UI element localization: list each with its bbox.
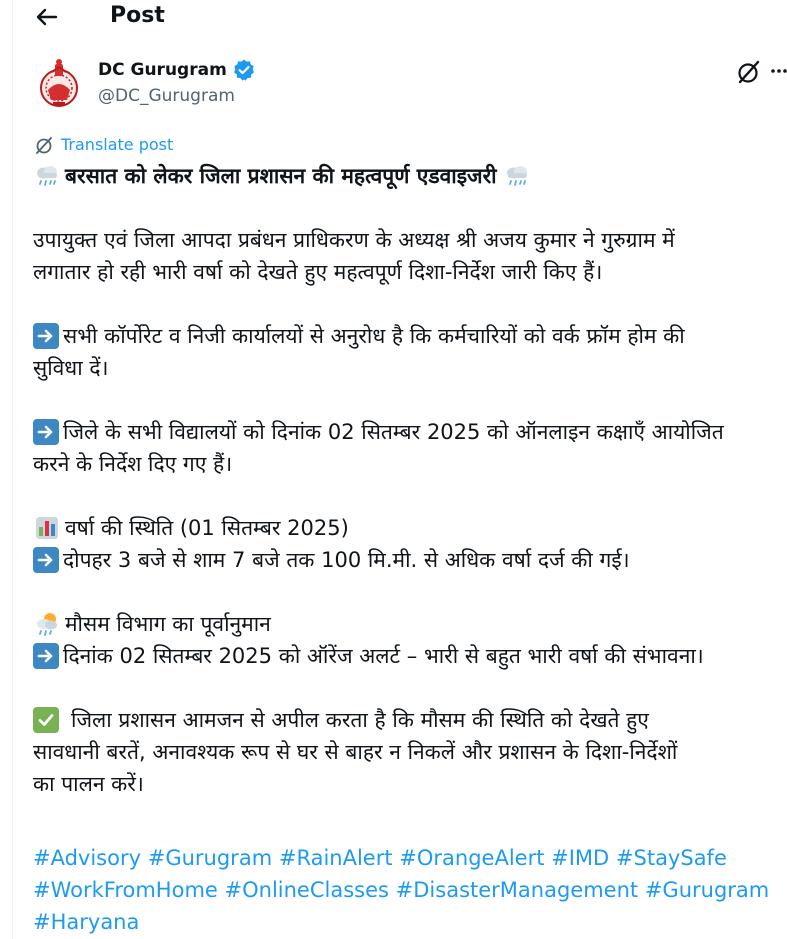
intro-line: उपायुक्त एवं जिला आपदा प्रबंधन प्राधिकरण के अध्यक्ष श्री अजय कुमार ने गुरुग्राम में (33, 228, 675, 252)
post-header (0, 0, 787, 36)
post-title-line (33, 160, 787, 192)
forecast-detail-text: दिनांक 02 सितम्बर 2025 को ऑरेंज अलर्ट – भारी से बहुत भारी वर्षा की संभावना। (63, 644, 704, 668)
more-dots-icon (770, 57, 787, 85)
translate-post-label[interactable]: Translate post (61, 135, 174, 154)
right-arrow-emoji (33, 419, 59, 445)
author-handle[interactable]: @DC_Gurugram (98, 86, 235, 106)
hashtag[interactable]: #WorkFromHome (33, 878, 218, 902)
forecast-heading-text: मौसम विभाग का पूर्वानुमान (65, 612, 271, 636)
sun-behind-rain-cloud-emoji (33, 610, 61, 638)
bar-chart-emoji (33, 514, 61, 542)
point-text: सभी कॉर्पोरेट व निजी कार्यालयों से अनुरोध है कि कर्मचारियों को वर्क फ्रॉम होम की (63, 324, 685, 348)
rain-cloud-emoji (503, 162, 531, 190)
hashtag[interactable]: #OrangeAlert (399, 846, 545, 870)
hashtag-line (33, 874, 787, 906)
appeal-line (33, 704, 787, 736)
page-title: Post (110, 3, 165, 28)
hashtag-line (33, 906, 787, 938)
verified-badge-icon[interactable] (232, 58, 256, 82)
haryana-emblem-logo (34, 56, 84, 110)
hashtags (33, 842, 787, 938)
avatar[interactable] (34, 56, 84, 110)
point-line (33, 320, 787, 352)
author-name-text[interactable]: DC Gurugram (98, 60, 227, 80)
post-text (33, 160, 787, 800)
translate-post-link[interactable] (34, 134, 173, 156)
appeal-line: का पालन करें। (33, 772, 144, 796)
back-button[interactable] (30, 2, 64, 32)
rain-status-heading (33, 512, 787, 544)
hashtag[interactable]: #IMD (551, 846, 610, 870)
rain-cloud-emoji (33, 162, 61, 190)
rain-status-detail (33, 544, 787, 576)
left-border (12, 0, 13, 939)
hashtag[interactable]: #Haryana (33, 910, 140, 934)
hashtag[interactable]: #OnlineClasses (224, 878, 389, 902)
right-arrow-emoji (33, 643, 59, 669)
point-line: करने के निर्देश दिए गए हैं। (33, 452, 233, 476)
forecast-detail (33, 640, 787, 672)
arrow-left-icon (30, 2, 64, 32)
point-line (33, 416, 787, 448)
hashtag-line (33, 842, 787, 874)
hashtag[interactable]: #RainAlert (278, 846, 393, 870)
forecast-heading (33, 608, 787, 640)
hashtag[interactable]: #DisasterManagement (395, 878, 639, 902)
appeal-line: सावधानी बरतें, अनावश्यक रूप से घर से बाहर न निकलें और प्रशासन के दिशा-निर्देशों (33, 740, 678, 764)
post-title: बरसात को लेकर जिला प्रशासन की महत्वपूर्ण एडवाइजरी (65, 164, 497, 188)
point-text: जिले के सभी विद्यालयों को दिनांक 02 सितम्बर 2025 को ऑनलाइन कक्षाएँ आयोजित (63, 420, 724, 444)
right-arrow-emoji (33, 547, 59, 573)
right-arrow-emoji (33, 323, 59, 349)
appeal-text: जिला प्रशासन आमजन से अपील करता है कि मौसम की स्थिति को देखते हुए (71, 708, 649, 732)
grok-icon (735, 58, 763, 86)
hashtag[interactable]: #StaySafe (615, 846, 727, 870)
intro-line: लगातार हो रही भारी वर्षा को देखते हुए महत्वपूर्ण दिशा-निर्देश जारी किए हैं। (33, 260, 603, 284)
author-name[interactable] (98, 58, 256, 82)
hashtag[interactable]: #Advisory (33, 846, 142, 870)
hashtag[interactable]: #Gurugram (147, 846, 273, 870)
hashtag[interactable]: #Gurugram (644, 878, 770, 902)
point-line: सुविधा दें। (33, 356, 109, 380)
rain-status-heading-text: वर्षा की स्थिति (01 सितम्बर 2025) (65, 516, 349, 540)
rain-status-detail-text: दोपहर 3 बजे से शाम 7 बजे तक 100 मि.मी. से अधिक वर्षा दर्ज की गई। (63, 548, 630, 572)
grok-button[interactable] (735, 58, 763, 86)
check-mark-emoji (33, 707, 59, 733)
more-options-button[interactable] (770, 57, 787, 85)
translate-icon (34, 135, 54, 155)
